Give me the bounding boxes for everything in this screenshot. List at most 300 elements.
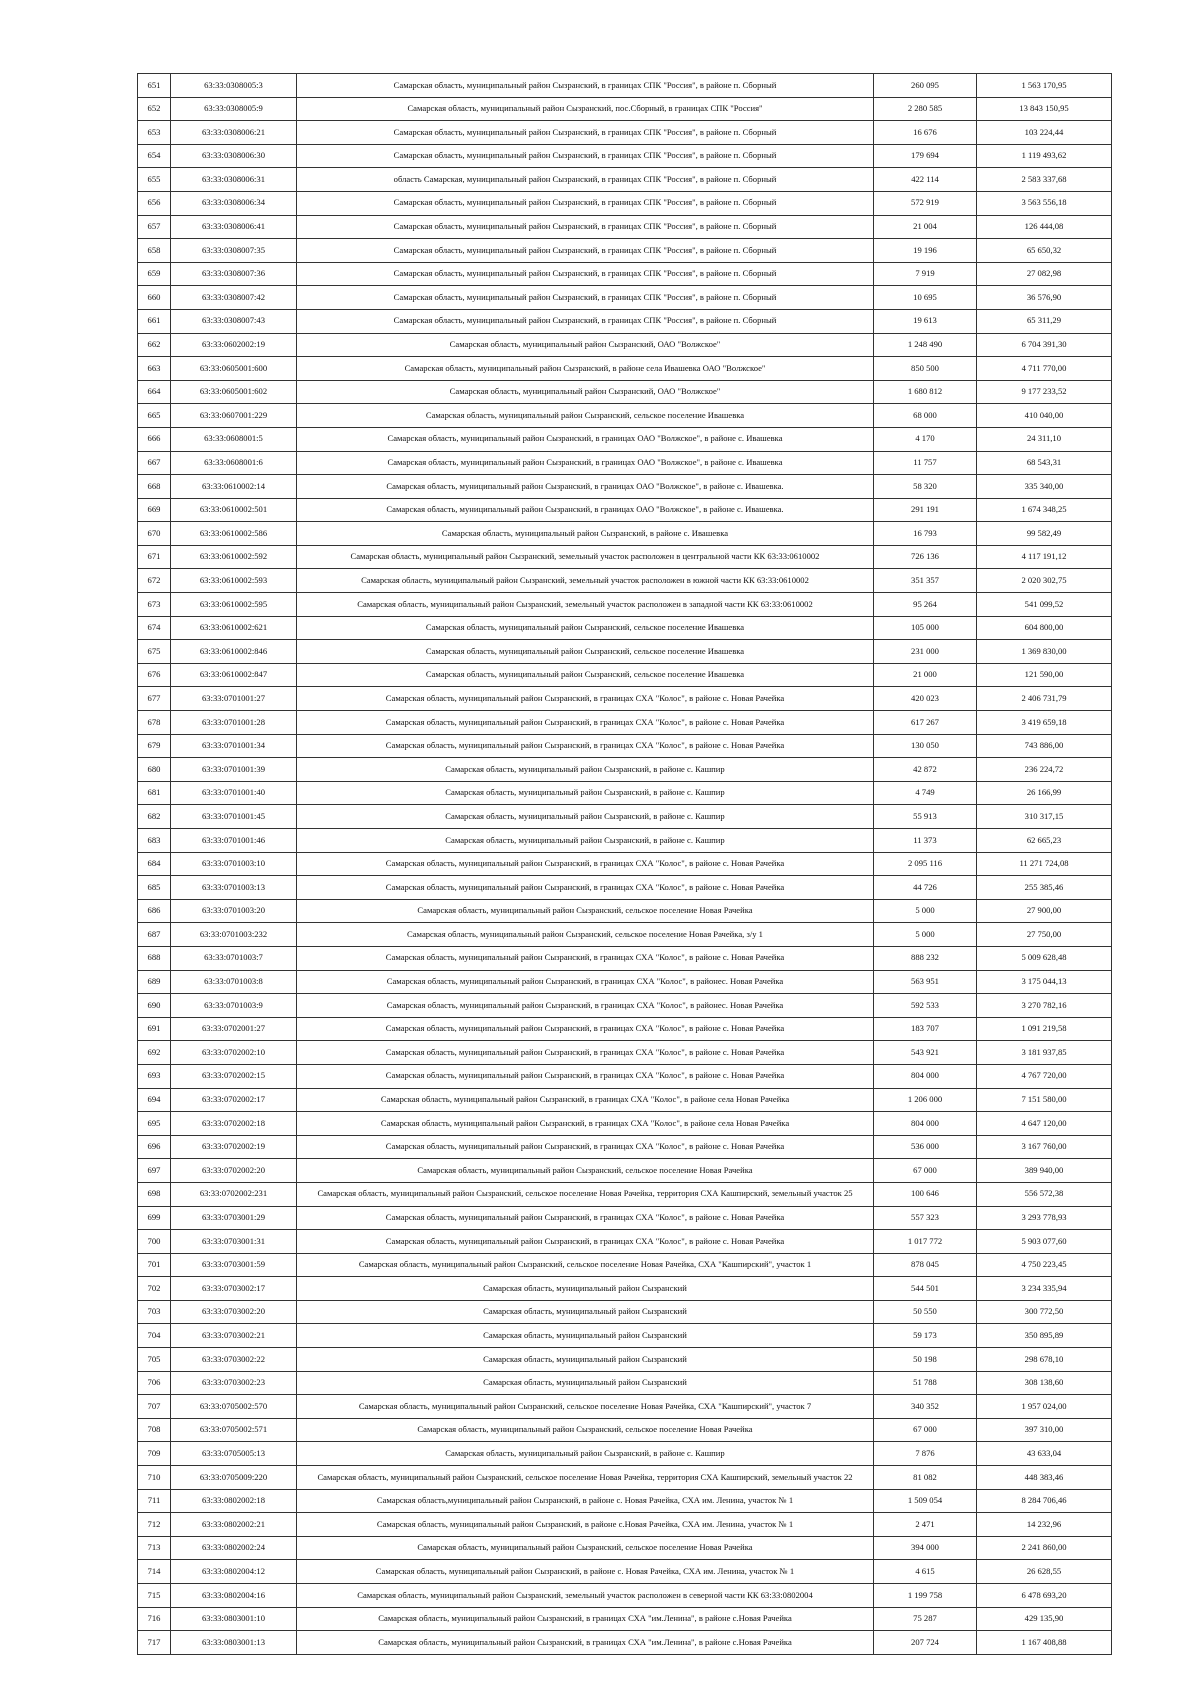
row-number: 693 — [138, 1064, 171, 1088]
cadastral-number: 63:33:0701001:34 — [171, 734, 297, 758]
table-row — [138, 1371, 1112, 1395]
area-cell: 81 082 — [874, 1466, 977, 1490]
row-number: 659 — [138, 262, 171, 286]
table-row — [138, 593, 1112, 617]
cadastral-number: 63:33:0308007:36 — [171, 262, 297, 286]
row-number: 666 — [138, 427, 171, 451]
address-cell: Самарская область, муниципальный район Сызранский, сельское поселение Ивашевка — [297, 663, 874, 687]
cadastral-value-cell: 13 843 150,95 — [977, 97, 1112, 121]
address-cell: Самарская область, муниципальный район Сызранский, в границах ОАО "Волжское", в районе с. Ивашевка. — [297, 475, 874, 499]
table-row — [138, 1300, 1112, 1324]
row-number: 690 — [138, 994, 171, 1018]
area-cell: 2 280 585 — [874, 97, 977, 121]
cadastral-value-cell: 541 099,52 — [977, 593, 1112, 617]
table-row — [138, 1277, 1112, 1301]
row-number: 660 — [138, 286, 171, 310]
table-row — [138, 121, 1112, 145]
area-cell: 544 501 — [874, 1277, 977, 1301]
table-row — [138, 616, 1112, 640]
area-cell: 7 876 — [874, 1442, 977, 1466]
area-cell: 572 919 — [874, 191, 977, 215]
table-row — [138, 1631, 1112, 1655]
address-cell: Самарская область, муниципальный район Сызранский, в границах СПК "Россия", в районе п. Сборный — [297, 286, 874, 310]
address-cell: Самарская область, муниципальный район Сызранский, в границах СПК "Россия", в районе п. Сборный — [297, 74, 874, 98]
table-row — [138, 522, 1112, 546]
cadastral-value-cell: 3 293 778,93 — [977, 1206, 1112, 1230]
area-cell: 55 913 — [874, 805, 977, 829]
address-cell: Самарская область, муниципальный район Сызранский — [297, 1277, 874, 1301]
address-cell: Самарская область, муниципальный район Сызранский, в границах СХА "Колос", в районе с. Новая Рачейка — [297, 852, 874, 876]
cadastral-number: 63:33:0701003:13 — [171, 876, 297, 900]
row-number: 689 — [138, 970, 171, 994]
address-cell: Самарская область, муниципальный район Сызранский, в границах СХА "Колос", в районе с. Новая Рачейка — [297, 1041, 874, 1065]
cadastral-value-cell: 6 704 391,30 — [977, 333, 1112, 357]
cadastral-value-cell: 2 583 337,68 — [977, 168, 1112, 192]
cadastral-number: 63:33:0308006:21 — [171, 121, 297, 145]
address-cell: Самарская область, муниципальный район Сызранский, в границах СХА "им.Ленина", в районе с.Новая Рачейка — [297, 1631, 874, 1655]
area-cell: 4 615 — [874, 1560, 977, 1584]
address-cell: Самарская область, муниципальный район Сызранский, сельское поселение Новая Рачейка, СХА "Кашпирский", участок 1 — [297, 1253, 874, 1277]
address-cell: Самарская область, муниципальный район Сызранский — [297, 1371, 874, 1395]
cadastral-number: 63:33:0703002:22 — [171, 1348, 297, 1372]
address-cell: Самарская область, муниципальный район Сызранский — [297, 1300, 874, 1324]
table-row — [138, 1489, 1112, 1513]
area-cell: 888 232 — [874, 946, 977, 970]
table-row — [138, 1206, 1112, 1230]
address-cell: Самарская область, муниципальный район Сызранский, в границах СПК "Россия", в районе п. Сборный — [297, 191, 874, 215]
table-row — [138, 569, 1112, 593]
row-number: 672 — [138, 569, 171, 593]
area-cell: 183 707 — [874, 1017, 977, 1041]
cadastral-number: 63:33:0602002:19 — [171, 333, 297, 357]
row-number: 655 — [138, 168, 171, 192]
area-cell: 95 264 — [874, 593, 977, 617]
row-number: 715 — [138, 1584, 171, 1608]
cadastral-number: 63:33:0610002:846 — [171, 640, 297, 664]
table-row — [138, 663, 1112, 687]
area-cell: 804 000 — [874, 1064, 977, 1088]
address-cell: Самарская область, муниципальный район Сызранский, в районе с. Кашпир — [297, 781, 874, 805]
cadastral-number: 63:33:0308005:3 — [171, 74, 297, 98]
row-number: 707 — [138, 1395, 171, 1419]
area-cell: 105 000 — [874, 616, 977, 640]
row-number: 651 — [138, 74, 171, 98]
area-cell: 68 000 — [874, 404, 977, 428]
table-row — [138, 215, 1112, 239]
cadastral-number: 63:33:0701003:7 — [171, 946, 297, 970]
cadastral-value-cell: 1 091 219,58 — [977, 1017, 1112, 1041]
address-cell: Самарская область, муниципальный район Сызранский, в границах ОАО "Волжское", в районе с. Ивашевка — [297, 427, 874, 451]
row-number: 680 — [138, 758, 171, 782]
table-row — [138, 1135, 1112, 1159]
table-row — [138, 1017, 1112, 1041]
cadastral-number: 63:33:0705005:13 — [171, 1442, 297, 1466]
row-number: 711 — [138, 1489, 171, 1513]
address-cell: Самарская область, муниципальный район Сызранский — [297, 1348, 874, 1372]
row-number: 706 — [138, 1371, 171, 1395]
cadastral-number: 63:33:0308006:30 — [171, 144, 297, 168]
address-cell: Самарская область, муниципальный район Сызранский, в районе с. Новая Рачейка, СХА им. Ленина, участок № 1 — [297, 1560, 874, 1584]
table-row — [138, 829, 1112, 853]
table-row — [138, 498, 1112, 522]
address-cell: Самарская область, муниципальный район Сызранский, сельское поселение Новая Рачейка, территория СХА Кашпирский, земельный участок 22 — [297, 1466, 874, 1490]
table-row — [138, 1088, 1112, 1112]
cadastral-value-cell: 5 009 628,48 — [977, 946, 1112, 970]
area-cell: 130 050 — [874, 734, 977, 758]
cadastral-value-cell: 99 582,49 — [977, 522, 1112, 546]
table-row — [138, 1607, 1112, 1631]
table-row — [138, 640, 1112, 664]
area-cell: 726 136 — [874, 545, 977, 569]
cadastral-value-cell: 3 234 335,94 — [977, 1277, 1112, 1301]
cadastral-number: 63:33:0610002:501 — [171, 498, 297, 522]
cadastral-value-cell: 3 270 782,16 — [977, 994, 1112, 1018]
row-number: 699 — [138, 1206, 171, 1230]
table-row — [138, 994, 1112, 1018]
cadastral-number: 63:33:0702002:10 — [171, 1041, 297, 1065]
row-number: 694 — [138, 1088, 171, 1112]
row-number: 708 — [138, 1418, 171, 1442]
cadastral-value-cell: 350 895,89 — [977, 1324, 1112, 1348]
cadastral-value-cell: 65 650,32 — [977, 239, 1112, 263]
row-number: 702 — [138, 1277, 171, 1301]
area-cell: 1 509 054 — [874, 1489, 977, 1513]
address-cell: Самарская область, муниципальный район Сызранский, в районе с. Кашпир — [297, 758, 874, 782]
cadastral-value-cell: 1 563 170,95 — [977, 74, 1112, 98]
address-cell: Самарская область, муниципальный район Сызранский, сельское поселение Новая Рачейка — [297, 1418, 874, 1442]
area-cell: 11 373 — [874, 829, 977, 853]
row-number: 684 — [138, 852, 171, 876]
table-row — [138, 711, 1112, 735]
cadastral-value-cell: 604 800,00 — [977, 616, 1112, 640]
area-cell: 16 676 — [874, 121, 977, 145]
cadastral-number: 63:33:0610002:593 — [171, 569, 297, 593]
row-number: 676 — [138, 663, 171, 687]
table-row — [138, 1395, 1112, 1419]
table-row — [138, 1112, 1112, 1136]
cadastral-number: 63:33:0607001:229 — [171, 404, 297, 428]
table-row — [138, 191, 1112, 215]
address-cell: Самарская область, муниципальный район Сызранский, в границах СХА "Колос", в районе с. Новая Рачейка — [297, 1017, 874, 1041]
row-number: 695 — [138, 1112, 171, 1136]
address-cell: Самарская область, муниципальный район Сызранский, пос.Сборный, в границах СПК "Россия" — [297, 97, 874, 121]
cadastral-value-cell: 6 478 693,20 — [977, 1584, 1112, 1608]
table-row — [138, 687, 1112, 711]
table-row — [138, 923, 1112, 947]
table-row — [138, 1466, 1112, 1490]
table-row — [138, 1041, 1112, 1065]
row-number: 663 — [138, 357, 171, 381]
cadastral-number: 63:33:0705009:220 — [171, 1466, 297, 1490]
table-row — [138, 262, 1112, 286]
cadastral-number: 63:33:0702001:27 — [171, 1017, 297, 1041]
cadastral-value-cell: 3 175 044,13 — [977, 970, 1112, 994]
cadastral-number: 63:33:0605001:602 — [171, 380, 297, 404]
row-number: 664 — [138, 380, 171, 404]
row-number: 703 — [138, 1300, 171, 1324]
row-number: 704 — [138, 1324, 171, 1348]
cadastral-value-cell: 556 572,38 — [977, 1182, 1112, 1206]
address-cell: Самарская область, муниципальный район Сызранский, в границах СПК "Россия", в районе п. Сборный — [297, 262, 874, 286]
cadastral-value-cell: 27 750,00 — [977, 923, 1112, 947]
row-number: 654 — [138, 144, 171, 168]
address-cell: Самарская область, муниципальный район Сызранский, в границах СХА "Колос", в районес. Новая Рачейка — [297, 994, 874, 1018]
cadastral-number: 63:33:0702002:20 — [171, 1159, 297, 1183]
address-cell: Самарская область, муниципальный район Сызранский, земельный участок расположен в центральной части КК 63:33:0610002 — [297, 545, 874, 569]
table-row — [138, 1159, 1112, 1183]
cadastral-value-cell: 429 135,90 — [977, 1607, 1112, 1631]
cadastral-number: 63:33:0610002:621 — [171, 616, 297, 640]
cadastral-value-cell: 3 167 760,00 — [977, 1135, 1112, 1159]
address-cell: Самарская область, муниципальный район Сызранский, в границах СХА "Колос", в районе с. Новая Рачейка — [297, 876, 874, 900]
row-number: 669 — [138, 498, 171, 522]
cadastral-number: 63:33:0610002:14 — [171, 475, 297, 499]
area-cell: 804 000 — [874, 1112, 977, 1136]
address-cell: Самарская область, муниципальный район Сызранский, в районе села Ивашевка ОАО "Волжское" — [297, 357, 874, 381]
address-cell: Самарская область, муниципальный район Сызранский, в границах ОАО "Волжское", в районе с. Ивашевка — [297, 451, 874, 475]
area-cell: 5 000 — [874, 899, 977, 923]
cadastral-value-cell: 4 117 191,12 — [977, 545, 1112, 569]
row-number: 686 — [138, 899, 171, 923]
row-number: 700 — [138, 1230, 171, 1254]
address-cell: Самарская область, муниципальный район Сызранский, в границах СПК "Россия", в районе п. Сборный — [297, 239, 874, 263]
row-number: 677 — [138, 687, 171, 711]
address-cell: Самарская область, муниципальный район Сызранский, сельское поселение Новая Рачейка — [297, 899, 874, 923]
row-number: 656 — [138, 191, 171, 215]
cadastral-number: 63:33:0701001:27 — [171, 687, 297, 711]
area-cell: 351 357 — [874, 569, 977, 593]
cadastral-number: 63:33:0705002:570 — [171, 1395, 297, 1419]
row-number: 717 — [138, 1631, 171, 1655]
area-cell: 19 613 — [874, 309, 977, 333]
area-cell: 592 533 — [874, 994, 977, 1018]
address-cell: Самарская область, муниципальный район Сызранский — [297, 1324, 874, 1348]
area-cell: 50 550 — [874, 1300, 977, 1324]
cadastral-value-cell: 1 369 830,00 — [977, 640, 1112, 664]
area-cell: 557 323 — [874, 1206, 977, 1230]
area-cell: 207 724 — [874, 1631, 977, 1655]
area-cell: 21 000 — [874, 663, 977, 687]
table-row — [138, 309, 1112, 333]
cadastral-number: 63:33:0701001:40 — [171, 781, 297, 805]
row-number: 679 — [138, 734, 171, 758]
address-cell: Самарская область, муниципальный район Сызранский, в границах СХА "Колос", в районе с. Новая Рачейка — [297, 711, 874, 735]
address-cell: Самарская область, муниципальный район Сызранский, сельское поселение Новая Рачейка — [297, 1536, 874, 1560]
cadastral-value-cell: 2 241 860,00 — [977, 1536, 1112, 1560]
area-cell: 44 726 — [874, 876, 977, 900]
row-number: 683 — [138, 829, 171, 853]
table-row — [138, 758, 1112, 782]
row-number: 652 — [138, 97, 171, 121]
table-row — [138, 1513, 1112, 1537]
cadastral-value-cell: 103 224,44 — [977, 121, 1112, 145]
area-cell: 536 000 — [874, 1135, 977, 1159]
cadastral-value-cell: 26 166,99 — [977, 781, 1112, 805]
cadastral-number: 63:33:0701001:45 — [171, 805, 297, 829]
row-number: 691 — [138, 1017, 171, 1041]
table-row — [138, 451, 1112, 475]
address-cell: Самарская область, муниципальный район Сызранский, в границах СХА "Колос", в районе с. Новая Рачейка — [297, 1206, 874, 1230]
table-row — [138, 1253, 1112, 1277]
cadastral-number: 63:33:0703001:59 — [171, 1253, 297, 1277]
row-number: 682 — [138, 805, 171, 829]
address-cell: Самарская область, муниципальный район Сызранский, сельское поселение Новая Рачейка, территория СХА Кашпирский, земельный участок 25 — [297, 1182, 874, 1206]
area-cell: 50 198 — [874, 1348, 977, 1372]
cadastral-number: 63:33:0802002:24 — [171, 1536, 297, 1560]
area-cell: 179 694 — [874, 144, 977, 168]
cadastral-number: 63:33:0701003:10 — [171, 852, 297, 876]
address-cell: Самарская область, муниципальный район Сызранский, в районе с. Кашпир — [297, 805, 874, 829]
area-cell: 850 500 — [874, 357, 977, 381]
table-row — [138, 357, 1112, 381]
address-cell: Самарская область, муниципальный район Сызранский, ОАО "Волжское" — [297, 380, 874, 404]
cadastral-value-cell: 4 767 720,00 — [977, 1064, 1112, 1088]
table-row — [138, 97, 1112, 121]
cadastral-value-cell: 4 711 770,00 — [977, 357, 1112, 381]
cadastral-value-cell: 300 772,50 — [977, 1300, 1112, 1324]
cadastral-value-cell: 1 674 348,25 — [977, 498, 1112, 522]
cadastral-value-cell: 298 678,10 — [977, 1348, 1112, 1372]
row-number: 674 — [138, 616, 171, 640]
area-cell: 563 951 — [874, 970, 977, 994]
row-number: 714 — [138, 1560, 171, 1584]
table-row — [138, 805, 1112, 829]
address-cell: Самарская область, муниципальный район Сызранский, в границах СХА "Колос", в районе села Новая Рачейка — [297, 1112, 874, 1136]
row-number: 658 — [138, 239, 171, 263]
area-cell: 260 095 — [874, 74, 977, 98]
cadastral-value-cell: 65 311,29 — [977, 309, 1112, 333]
address-cell: Самарская область, муниципальный район Сызранский, земельный участок расположен в западной части КК 63:33:0610002 — [297, 593, 874, 617]
area-cell: 1 017 772 — [874, 1230, 977, 1254]
address-cell: Самарская область, муниципальный район Сызранский, в границах СХА "им.Ленина", в районе с.Новая Рачейка — [297, 1607, 874, 1631]
cadastral-value-cell: 448 383,46 — [977, 1466, 1112, 1490]
address-cell: Самарская область, муниципальный район Сызранский, в границах СПК "Россия", в районе п. Сборный — [297, 215, 874, 239]
area-cell: 5 000 — [874, 923, 977, 947]
cadastral-number: 63:33:0802004:12 — [171, 1560, 297, 1584]
row-number: 701 — [138, 1253, 171, 1277]
cadastral-value-cell: 3 563 556,18 — [977, 191, 1112, 215]
address-cell: Самарская область, муниципальный район Сызранский, в границах СХА "Колос", в районе с. Новая Рачейка — [297, 1064, 874, 1088]
address-cell: Самарская область, муниципальный район Сызранский, в границах СПК "Россия", в районе п. Сборный — [297, 309, 874, 333]
cadastral-number: 63:33:0802002:18 — [171, 1489, 297, 1513]
row-number: 712 — [138, 1513, 171, 1537]
row-number: 716 — [138, 1607, 171, 1631]
cadastral-number: 63:33:0610002:592 — [171, 545, 297, 569]
cadastral-value-cell: 9 177 233,52 — [977, 380, 1112, 404]
row-number: 667 — [138, 451, 171, 475]
cadastral-value-cell: 26 628,55 — [977, 1560, 1112, 1584]
address-cell: Самарская область, муниципальный район Сызранский, в границах СХА "Колос", в районес. Новая Рачейка — [297, 970, 874, 994]
table-row — [138, 404, 1112, 428]
area-cell: 1 206 000 — [874, 1088, 977, 1112]
row-number: 681 — [138, 781, 171, 805]
table-row — [138, 545, 1112, 569]
cadastral-number: 63:33:0605001:600 — [171, 357, 297, 381]
address-cell: Самарская область, муниципальный район Сызранский, в границах СПК "Россия", в районе п. Сборный — [297, 121, 874, 145]
cadastral-value-cell: 236 224,72 — [977, 758, 1112, 782]
cadastral-value-cell: 310 317,15 — [977, 805, 1112, 829]
area-cell: 2 471 — [874, 1513, 977, 1537]
address-cell: Самарская область, муниципальный район Сызранский, сельское поселение Новая Рачейка — [297, 1159, 874, 1183]
table-row — [138, 1182, 1112, 1206]
table-row — [138, 239, 1112, 263]
cadastral-value-cell: 24 311,10 — [977, 427, 1112, 451]
address-cell: Самарская область, муниципальный район Сызранский, в границах СХА "Колос", в районе с. Новая Рачейка — [297, 946, 874, 970]
cadastral-number: 63:33:0701001:46 — [171, 829, 297, 853]
row-number: 687 — [138, 923, 171, 947]
cadastral-number: 63:33:0308007:43 — [171, 309, 297, 333]
cadastral-number: 63:33:0703002:20 — [171, 1300, 297, 1324]
address-cell: Самарская область, муниципальный район Сызранский, сельское поселение Новая Рачейка, СХА "Кашпирский", участок 7 — [297, 1395, 874, 1419]
address-cell: Самарская область, муниципальный район Сызранский, в районе с. Кашпир — [297, 829, 874, 853]
row-number: 688 — [138, 946, 171, 970]
row-number: 653 — [138, 121, 171, 145]
area-cell: 58 320 — [874, 475, 977, 499]
table-row — [138, 899, 1112, 923]
cadastral-value-cell: 5 903 077,60 — [977, 1230, 1112, 1254]
cadastral-value-cell: 308 138,60 — [977, 1371, 1112, 1395]
address-cell: Самарская область, муниципальный район Сызранский, сельское поселение Ивашевка — [297, 640, 874, 664]
cadastral-number: 63:33:0701003:9 — [171, 994, 297, 1018]
cadastral-value-cell: 43 633,04 — [977, 1442, 1112, 1466]
cadastral-number: 63:33:0802004:16 — [171, 1584, 297, 1608]
address-cell: Самарская область, муниципальный район Сызранский, в границах СХА "Колос", в районе с. Новая Рачейка — [297, 687, 874, 711]
row-number: 657 — [138, 215, 171, 239]
address-cell: Самарская область, муниципальный район Сызранский, в районе с. Ивашевка — [297, 522, 874, 546]
row-number: 698 — [138, 1182, 171, 1206]
area-cell: 21 004 — [874, 215, 977, 239]
row-number: 710 — [138, 1466, 171, 1490]
row-number: 697 — [138, 1159, 171, 1183]
area-cell: 878 045 — [874, 1253, 977, 1277]
table-row — [138, 1560, 1112, 1584]
address-cell: Самарская область, муниципальный район Сызранский, в границах СХА "Колос", в районе с. Новая Рачейка — [297, 1230, 874, 1254]
address-cell: Самарская область, муниципальный район Сызранский, сельское поселение Новая Рачейка, з/у 1 — [297, 923, 874, 947]
row-number: 709 — [138, 1442, 171, 1466]
cadastral-number: 63:33:0703001:29 — [171, 1206, 297, 1230]
area-cell: 75 287 — [874, 1607, 977, 1631]
cadastral-value-cell: 27 082,98 — [977, 262, 1112, 286]
area-cell: 100 646 — [874, 1182, 977, 1206]
row-number: 696 — [138, 1135, 171, 1159]
address-cell: Самарская область, муниципальный район Сызранский, земельный участок расположен в южной части КК 63:33:0610002 — [297, 569, 874, 593]
table-row — [138, 1442, 1112, 1466]
row-number: 678 — [138, 711, 171, 735]
area-cell: 59 173 — [874, 1324, 977, 1348]
cadastral-value-cell: 11 271 724,08 — [977, 852, 1112, 876]
table-row — [138, 876, 1112, 900]
table-row — [138, 1584, 1112, 1608]
table-row — [138, 970, 1112, 994]
table-row — [138, 781, 1112, 805]
cadastral-number: 63:33:0608001:6 — [171, 451, 297, 475]
table-row — [138, 333, 1112, 357]
cadastral-number: 63:33:0802002:21 — [171, 1513, 297, 1537]
cadastral-number: 63:33:0308006:34 — [171, 191, 297, 215]
table-row — [138, 734, 1112, 758]
cadastral-number: 63:33:0701003:20 — [171, 899, 297, 923]
row-number: 692 — [138, 1041, 171, 1065]
cadastral-value-cell: 27 900,00 — [977, 899, 1112, 923]
area-cell: 11 757 — [874, 451, 977, 475]
cadastral-number: 63:33:0701003:232 — [171, 923, 297, 947]
area-cell: 420 023 — [874, 687, 977, 711]
area-cell: 67 000 — [874, 1418, 977, 1442]
row-number: 675 — [138, 640, 171, 664]
table-row — [138, 380, 1112, 404]
cadastral-number: 63:33:0703001:31 — [171, 1230, 297, 1254]
cadastral-number: 63:33:0702002:15 — [171, 1064, 297, 1088]
